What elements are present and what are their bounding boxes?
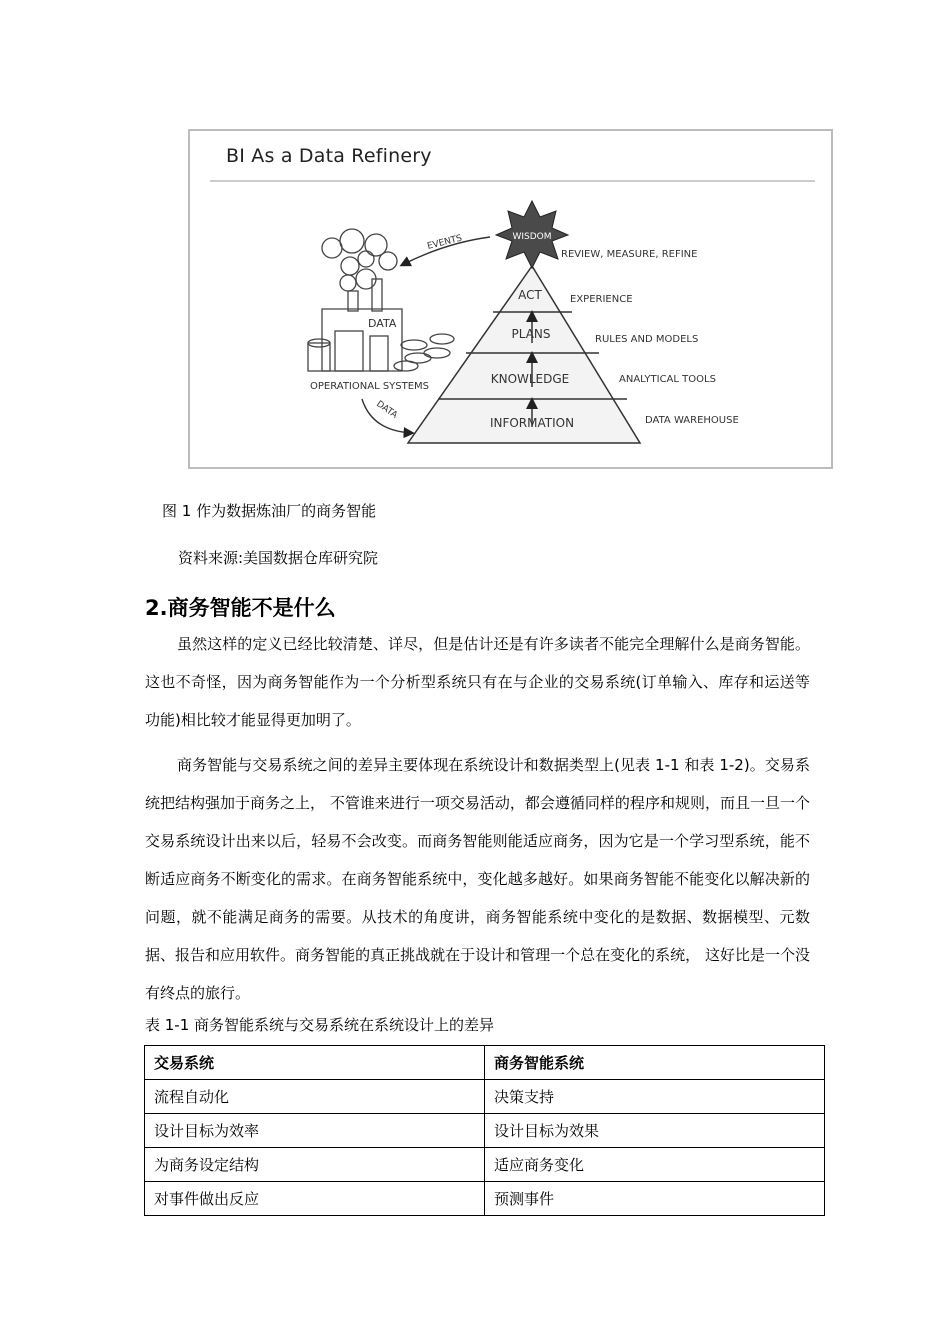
side-warehouse: Data Warehouse <box>645 415 739 426</box>
refinery-diagram <box>190 131 835 471</box>
table-header: 商务智能系统 <box>485 1046 825 1080</box>
table-header-row <box>145 1046 825 1080</box>
table-row <box>145 1080 825 1114</box>
side-experience: Experience <box>570 294 633 305</box>
comparison-table <box>144 1045 825 1216</box>
table-row <box>145 1114 825 1148</box>
factory-label: Data <box>368 317 397 330</box>
figure-title: BI As a Data Refinery <box>226 145 432 167</box>
table-cell: 设计目标为效果 <box>485 1114 825 1148</box>
bi-refinery-figure <box>188 129 833 469</box>
star-label: Wisdom <box>512 232 552 242</box>
table-cell: 为商务设定结构 <box>145 1148 485 1182</box>
side-review: Review, Measure, Refine <box>561 249 698 260</box>
side-analytical: Analytical Tools <box>619 374 716 385</box>
table-cell: 流程自动化 <box>145 1080 485 1114</box>
table-caption: 表 1-1 商务智能系统与交易系统在系统设计上的差异 <box>145 1016 495 1034</box>
section-heading: 2.商务智能不是什么 <box>145 596 336 620</box>
level-information: Information <box>489 416 575 430</box>
level-plans: Plans <box>511 327 551 341</box>
figure-source: 资料来源:美国数据仓库研究院 <box>178 549 379 567</box>
operational-label: Operational Systems <box>310 381 430 392</box>
table-cell: 适应商务变化 <box>485 1148 825 1182</box>
data-arrow-label: Data <box>374 399 400 421</box>
side-rules: Rules and Models <box>595 334 699 345</box>
table-cell: 预测事件 <box>485 1182 825 1216</box>
figure-caption: 图 1 作为数据炼油厂的商务智能 <box>162 502 377 520</box>
table-cell: 设计目标为效率 <box>145 1114 485 1148</box>
table-cell: 决策支持 <box>485 1080 825 1114</box>
table-header: 交易系统 <box>145 1046 485 1080</box>
events-label: Events <box>426 233 464 252</box>
level-act: Act <box>518 288 542 302</box>
table-cell: 对事件做出反应 <box>145 1182 485 1216</box>
table-row <box>145 1182 825 1216</box>
level-knowledge: Knowledge <box>490 372 570 386</box>
table-row <box>145 1148 825 1182</box>
paragraph-2: 商务智能与交易系统之间的差异主要体现在系统设计和数据类型上(见表 1-1 和表 1-2)。交易系统把结构强加于商务之上， 不管谁来进行一项交易活动，都会遵循同样的程序和规则，而且一旦一个交易系统设计出来以后，轻易不会改变。而商务智能则能适应商务，因为它是一个学习型系统，能不断适应商务不断变化的需求。在商务智能系统中，变化越多越好。如果商务智能不能变化以解决新的问题，就不能满足商务的需要。从技术的角度讲，商务智能系统中变化的是数据、数据模型、元数据、报告和应用软件。商务智能的真正挑战就在于设计和管理一个总在变化的系统， 这好比是一个没有终点的旅行。 <box>145 756 810 1002</box>
paragraph-1: 虽然这样的定义已经比较清楚、详尽，但是估计还是有许多读者不能完全理解什么是商务智能。这也不奇怪，因为商务智能作为一个分析型系统只有在与企业的交易系统(订单输入、库存和运送等功能)相比较才能显得更加明了。 <box>145 635 810 729</box>
